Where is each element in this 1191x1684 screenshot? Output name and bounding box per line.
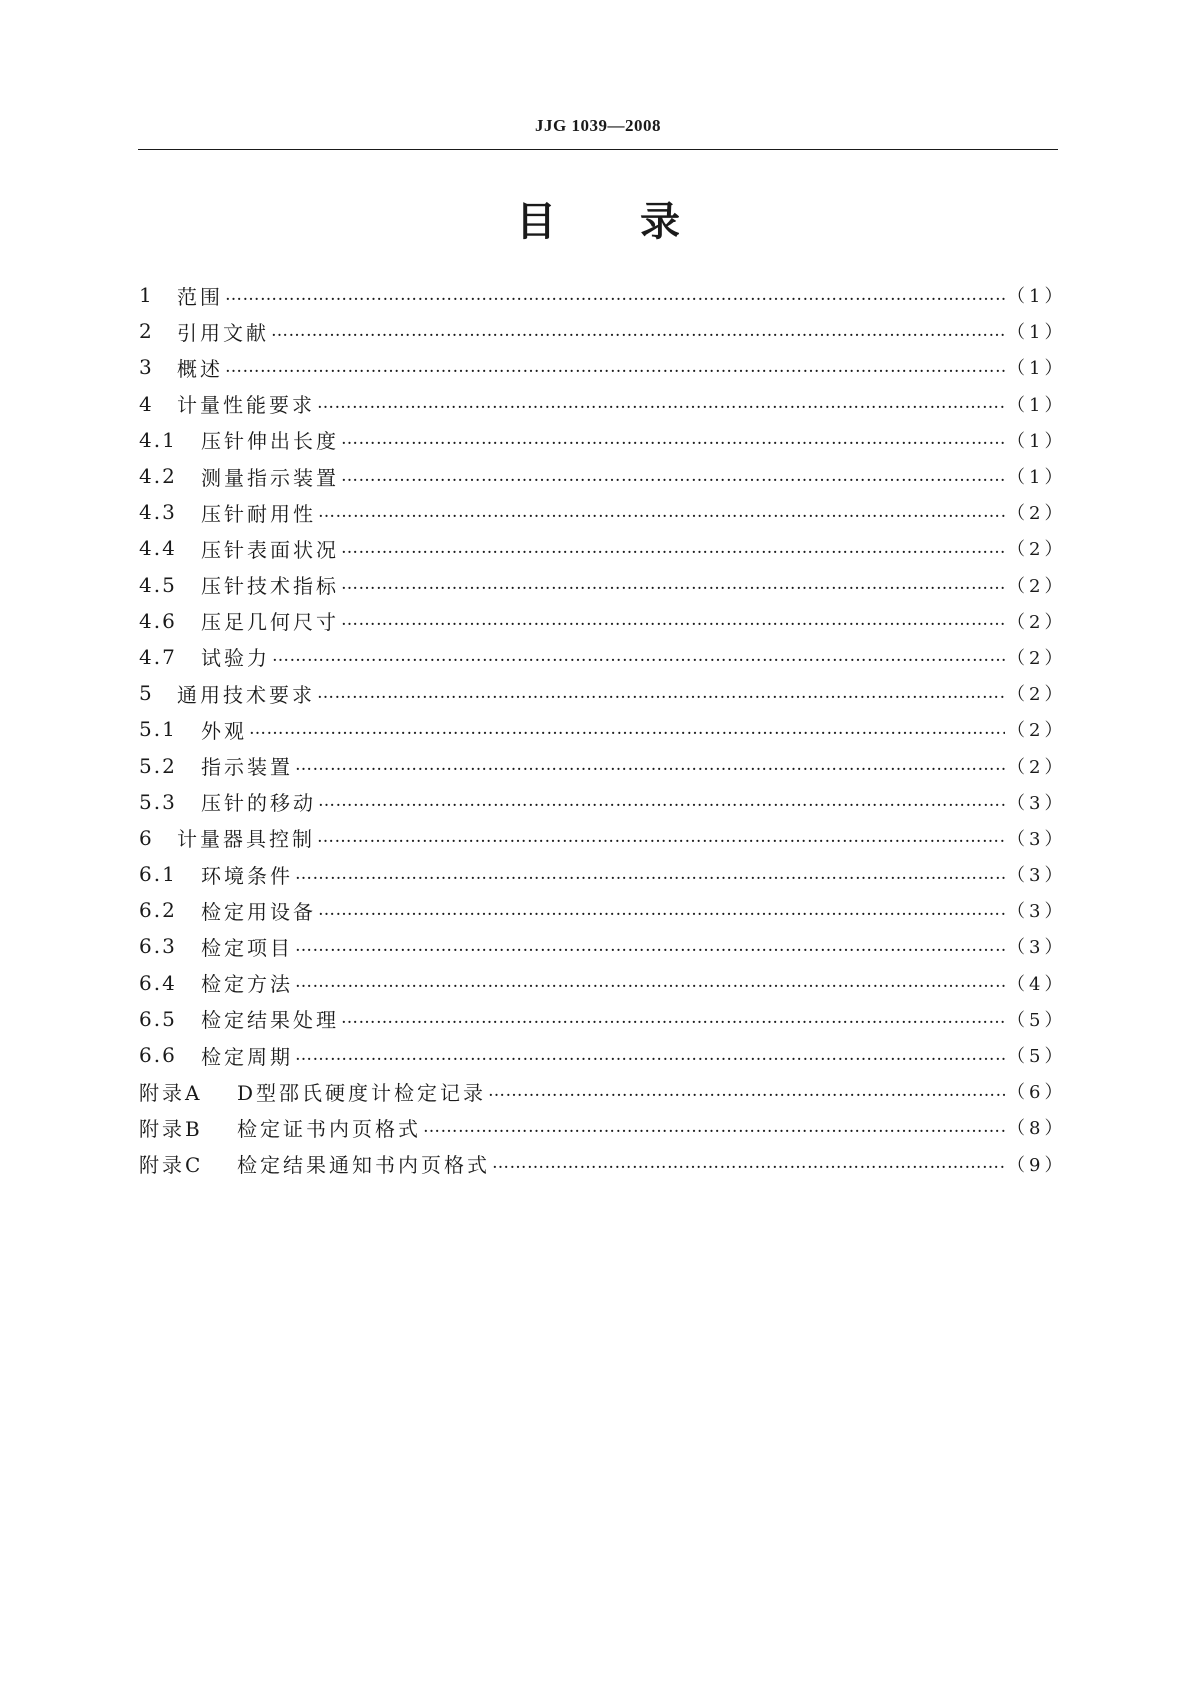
toc-entry-page: （5） <box>1007 1046 1067 1068</box>
dot-leader <box>295 757 1005 774</box>
toc-entry-page: （2） <box>1007 647 1067 669</box>
toc-entry-page: （1） <box>1007 286 1067 308</box>
toc-entry[interactable] <box>139 820 1067 856</box>
dot-leader <box>317 829 1005 846</box>
toc-entry-page: （3） <box>1007 937 1067 959</box>
toc-entry-number: 4 <box>139 391 154 416</box>
toc-entry-number: 附录B <box>139 1116 203 1141</box>
toc-entry-number: 6.2 <box>139 898 177 923</box>
toc-entry-page: （2） <box>1007 575 1067 597</box>
toc-entry[interactable] <box>139 1001 1067 1037</box>
dot-leader <box>225 287 1005 304</box>
dot-leader <box>272 648 1005 665</box>
toc-entry-title: 检定方法 <box>201 972 293 997</box>
toc-entry-title: 检定结果处理 <box>201 1008 339 1033</box>
toc-entry-page: （6） <box>1007 1082 1067 1104</box>
toc-entry[interactable] <box>139 1109 1067 1145</box>
toc-entry[interactable] <box>139 313 1067 349</box>
toc-entry[interactable] <box>139 603 1067 639</box>
toc-entry-title: 压足几何尺寸 <box>201 610 339 635</box>
toc-entry-title: 通用技术要求 <box>177 682 315 707</box>
toc-title-char-1: 目 <box>516 199 556 245</box>
toc-entry-title: 计量性能要求 <box>177 393 315 418</box>
toc-entry-page: （5） <box>1007 1009 1067 1031</box>
toc-entry-number: 6.3 <box>139 934 177 959</box>
toc-entry-number: 6.1 <box>139 862 177 887</box>
toc-entry[interactable] <box>139 530 1067 566</box>
toc-entry[interactable] <box>139 1037 1067 1073</box>
dot-leader <box>225 359 1005 376</box>
dot-leader <box>249 721 1005 738</box>
toc-entry-title: 概述 <box>177 356 223 381</box>
toc-entry[interactable] <box>139 386 1067 422</box>
toc-entry-title: 测量指示装置 <box>201 465 339 490</box>
toc-entry[interactable] <box>139 422 1067 458</box>
toc-entry-title: 压针表面状况 <box>201 537 339 562</box>
dot-leader <box>341 431 1005 448</box>
header-divider <box>138 149 1058 150</box>
dot-leader <box>318 793 1005 810</box>
toc-entry-number: 5.2 <box>139 753 177 778</box>
toc-entry-title: 压针技术指标 <box>201 574 339 599</box>
toc-entry[interactable] <box>139 892 1067 928</box>
dot-leader <box>341 576 1005 593</box>
dot-leader <box>318 504 1005 521</box>
toc-entry-number: 4.7 <box>139 644 177 669</box>
toc-entry-title: 检定证书内页格式 <box>237 1116 421 1141</box>
toc-entry-number: 4.3 <box>139 500 177 525</box>
toc-entry-number: 4.1 <box>139 427 177 452</box>
toc-title <box>138 198 1058 246</box>
toc-entry[interactable] <box>139 784 1067 820</box>
toc-entry[interactable] <box>139 639 1067 675</box>
toc-entry[interactable] <box>139 277 1067 313</box>
toc-entry-title: 范围 <box>177 284 223 309</box>
toc-entry[interactable] <box>139 1073 1067 1109</box>
toc-entry-page: （2） <box>1007 503 1067 525</box>
toc-entry-number: 3 <box>139 355 154 380</box>
document-code-header: JJG 1039—2008 <box>535 116 661 135</box>
toc-entry[interactable] <box>139 1146 1067 1182</box>
dot-leader <box>295 974 1005 991</box>
toc-entry-page: （2） <box>1007 684 1067 706</box>
toc-entry[interactable] <box>139 494 1067 530</box>
toc-entry-title: 计量器具控制 <box>177 827 315 852</box>
toc-entry-number: 5.1 <box>139 717 177 742</box>
table-of-contents <box>139 277 1067 1182</box>
toc-entry-page: （2） <box>1007 720 1067 742</box>
toc-entry-number: 附录C <box>139 1153 204 1178</box>
toc-entry-title: 引用文献 <box>177 320 269 345</box>
toc-entry-number: 1 <box>139 283 154 308</box>
toc-entry-page: （3） <box>1007 901 1067 923</box>
dot-leader <box>271 323 1005 340</box>
toc-entry-page: （1） <box>1007 430 1067 452</box>
toc-entry-title: 压针伸出长度 <box>201 429 339 454</box>
dot-leader <box>318 902 1005 919</box>
dot-leader <box>341 540 1005 557</box>
toc-entry-page: （4） <box>1007 973 1067 995</box>
toc-entry[interactable] <box>139 965 1067 1001</box>
toc-entry-title: 检定用设备 <box>201 899 316 924</box>
dot-leader <box>488 1083 1005 1100</box>
dot-leader <box>492 1155 1005 1172</box>
toc-entry[interactable] <box>139 711 1067 747</box>
toc-entry-page: （2） <box>1007 611 1067 633</box>
toc-entry-title: 检定结果通知书内页格式 <box>237 1153 490 1178</box>
toc-entry[interactable] <box>139 349 1067 385</box>
toc-entry-title: D型邵氏硬度计检定记录 <box>237 1080 487 1105</box>
toc-entry-number: 6.5 <box>139 1006 177 1031</box>
toc-entry-number: 5.3 <box>139 789 177 814</box>
toc-entry-page: （2） <box>1007 539 1067 561</box>
toc-entry-number: 6 <box>139 825 154 850</box>
toc-entry-number: 5 <box>139 681 154 706</box>
toc-entry-number: 4.5 <box>139 572 177 597</box>
toc-title-char-2: 录 <box>640 199 680 245</box>
toc-entry-page: （2） <box>1007 756 1067 778</box>
dot-leader <box>295 938 1005 955</box>
toc-entry-title: 外观 <box>201 718 247 743</box>
toc-entry-page: （3） <box>1007 792 1067 814</box>
toc-entry-title: 检定项目 <box>201 935 293 960</box>
toc-entry-number: 附录A <box>139 1080 203 1105</box>
toc-entry[interactable] <box>139 567 1067 603</box>
toc-entry-title: 环境条件 <box>201 863 293 888</box>
toc-entry-page: （1） <box>1007 467 1067 489</box>
toc-entry-number: 4.4 <box>139 536 177 561</box>
toc-entry-page: （3） <box>1007 828 1067 850</box>
toc-entry-title: 试验力 <box>201 646 270 671</box>
toc-entry[interactable] <box>139 856 1067 892</box>
toc-entry-title: 压针的移动 <box>201 791 316 816</box>
toc-entry-page: （9） <box>1007 1154 1067 1176</box>
toc-entry-number: 6.6 <box>139 1043 177 1068</box>
toc-entry-number: 6.4 <box>139 970 177 995</box>
toc-entry-page: （1） <box>1007 358 1067 380</box>
toc-entry[interactable] <box>139 747 1067 783</box>
dot-leader <box>317 685 1005 702</box>
toc-entry-title: 检定周期 <box>201 1044 293 1069</box>
dot-leader <box>341 1010 1005 1027</box>
toc-entry[interactable] <box>139 675 1067 711</box>
dot-leader <box>295 866 1005 883</box>
dot-leader <box>295 1047 1005 1064</box>
toc-entry-page: （3） <box>1007 865 1067 887</box>
toc-entry[interactable] <box>139 928 1067 964</box>
toc-entry-page: （1） <box>1007 322 1067 344</box>
toc-entry-number: 2 <box>139 319 154 344</box>
dot-leader <box>317 395 1005 412</box>
toc-entry[interactable] <box>139 458 1067 494</box>
dot-leader <box>423 1119 1005 1136</box>
toc-entry-title: 压针耐用性 <box>201 501 316 526</box>
toc-entry-page: （1） <box>1007 394 1067 416</box>
dot-leader <box>341 612 1005 629</box>
toc-entry-title: 指示装置 <box>201 755 293 780</box>
toc-entry-page: （8） <box>1007 1118 1067 1140</box>
toc-entry-number: 4.2 <box>139 464 177 489</box>
toc-entry-number: 4.6 <box>139 608 177 633</box>
dot-leader <box>341 468 1005 485</box>
